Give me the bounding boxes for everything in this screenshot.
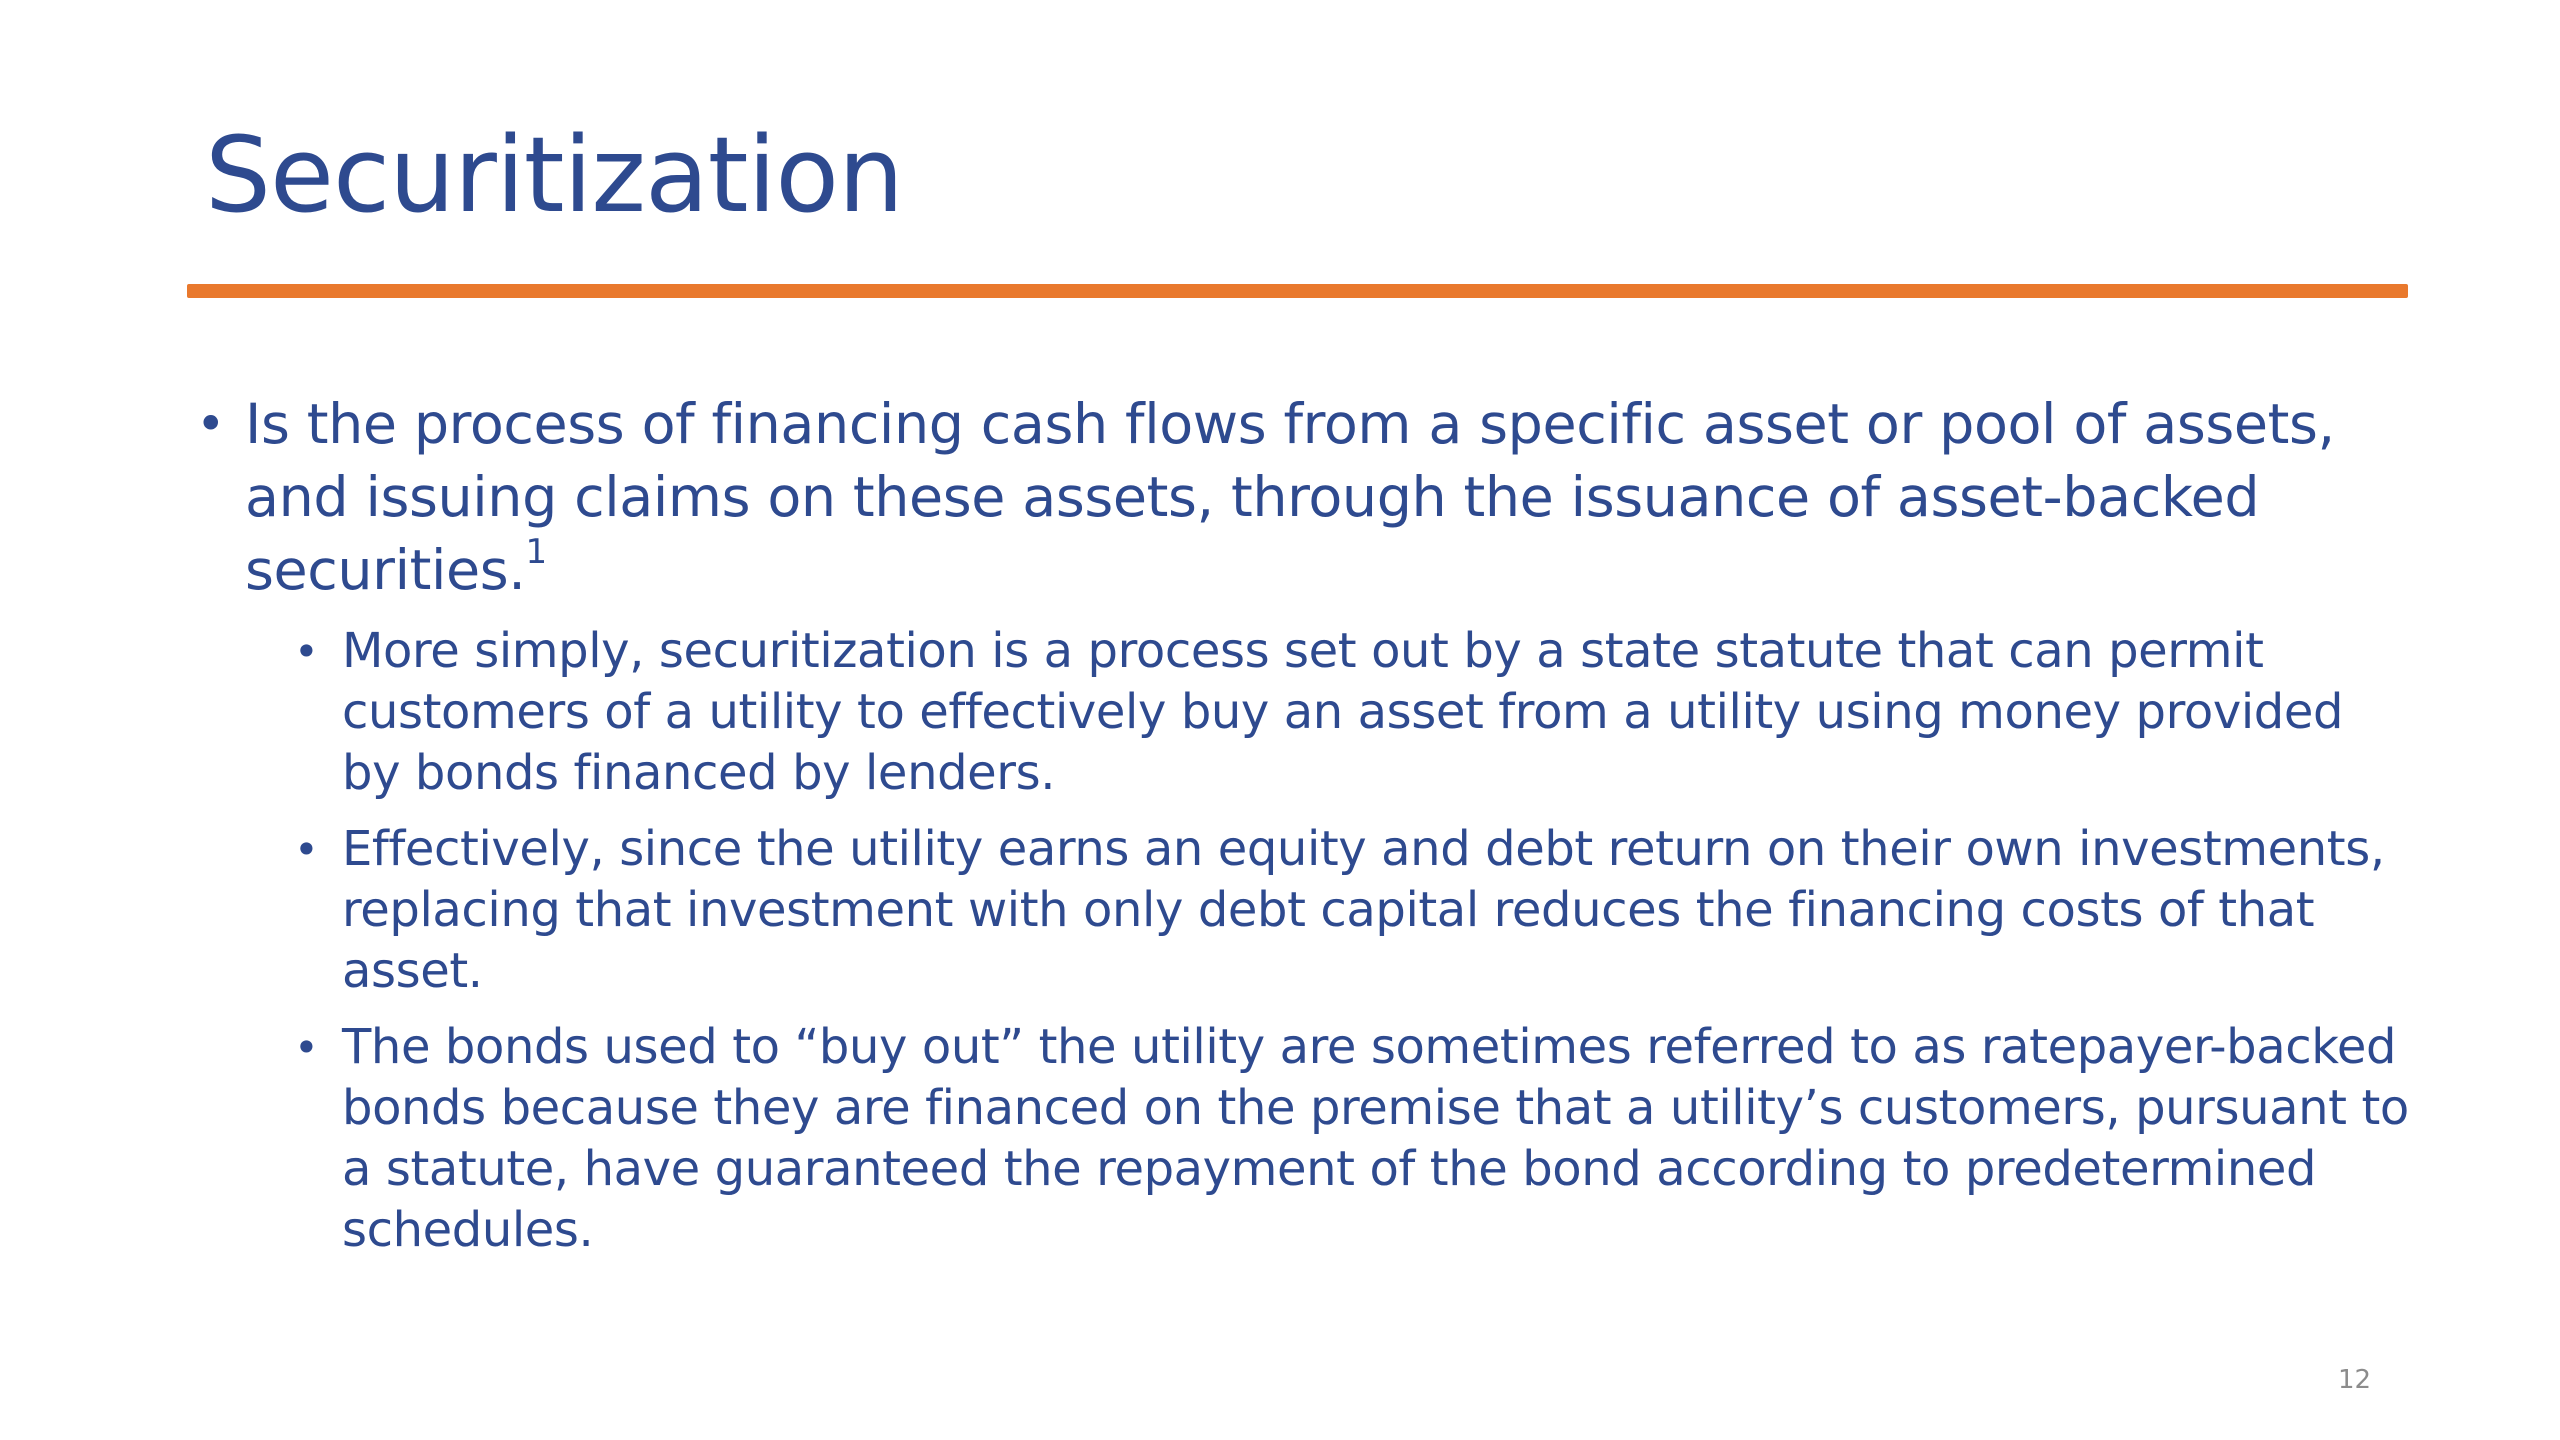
sub-bullet-text: The bonds used to “buy out” the utility are sometimes referred to as ratepayer-backed bonds because they are financed on the premise that a utility’s customers, pursuant to a statute, have guaranteed the repayment of the bond according to predetermined schedules.	[342, 1019, 2409, 1258]
bullet-icon: •	[294, 825, 319, 874]
sub-bullet-text: More simply, securitization is a process set out by a state statute that can permit customers of a utility to effectively buy an asset from a utility using money provided by bonds financed by lenders.	[342, 623, 2344, 801]
sub-bullet-list	[190, 621, 2409, 1261]
bullet-level-2	[294, 621, 2412, 804]
bullet-text: Is the process of financing cash flows from a specific asset or pool of assets, and issuing claims on these assets, through the issuance of asset-backed securities.	[245, 392, 2335, 603]
page-number: 12	[2338, 1365, 2372, 1395]
bullet-level-2	[294, 819, 2412, 1002]
bullet-icon: •	[294, 627, 319, 676]
slide-body	[190, 388, 2409, 1276]
bullet-level-2	[294, 1017, 2412, 1261]
footnote-reference: 1	[525, 532, 547, 572]
slide-title: Securitization	[205, 114, 903, 236]
sub-bullet-text: Effectively, since the utility earns an equity and debt return on their own investments, replacing that investment with only debt capital reduces the financing costs of that asset.	[342, 821, 2385, 999]
bullet-icon: •	[196, 395, 226, 453]
bullet-level-1	[190, 388, 2390, 607]
title-underline	[187, 284, 2408, 298]
bullet-icon: •	[294, 1023, 319, 1072]
